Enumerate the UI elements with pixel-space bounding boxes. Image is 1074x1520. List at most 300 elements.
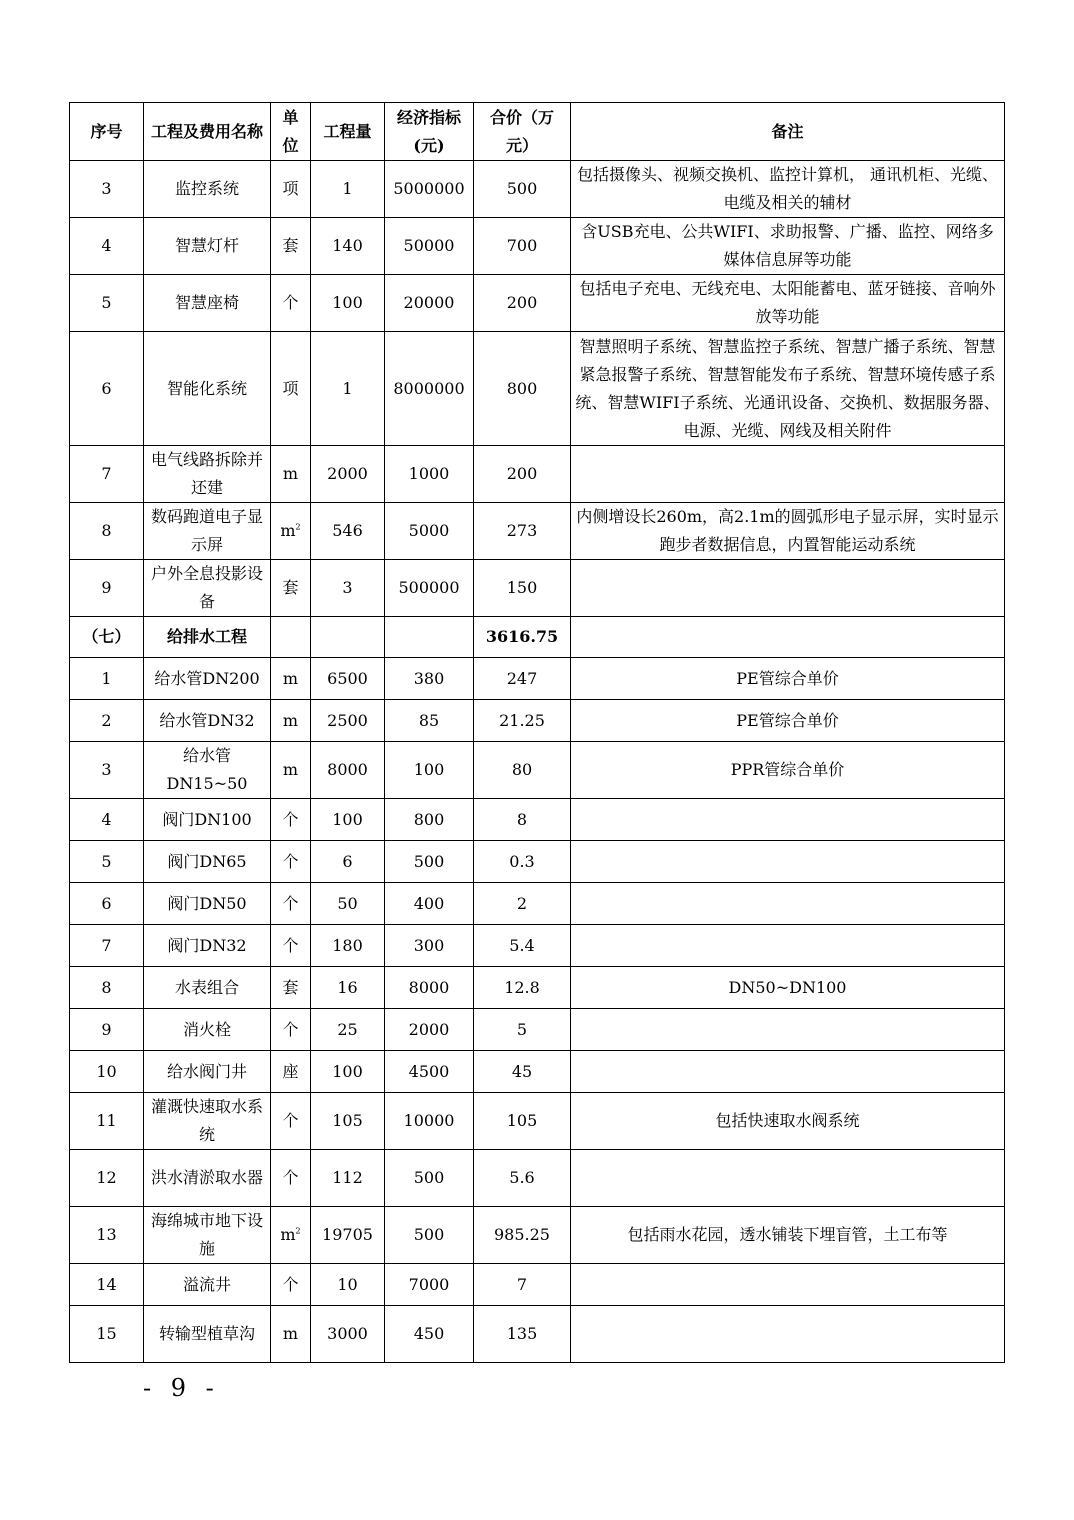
cell-seq-text: 14 [96, 1274, 117, 1294]
table-row [70, 218, 1005, 275]
budget-table [69, 102, 1005, 1363]
cell-total [474, 1009, 571, 1051]
cell-name-text: 给水阀门井 [166, 1061, 247, 1081]
cell-qty [311, 700, 385, 742]
cell-seq-text: 1 [101, 668, 112, 688]
cell-name-text: 阀门DN50 [167, 893, 247, 913]
cell-total [474, 503, 571, 560]
cell-qty-text: 3 [342, 578, 353, 597]
cell-total-text: 7 [516, 1274, 528, 1294]
cell-remark-text: PE管综合单价 [736, 668, 839, 688]
cell-total [474, 883, 571, 925]
table-row [70, 883, 1005, 925]
cell-index [385, 446, 474, 503]
cell-total-text: 150 [506, 578, 538, 597]
cell-seq [70, 446, 144, 503]
cell-seq-text: 9 [101, 1019, 112, 1039]
cell-remark [571, 1051, 1005, 1093]
cell-name [144, 841, 271, 883]
cell-name [144, 560, 271, 617]
cell-qty-text: 112 [332, 1168, 363, 1187]
cell-index-text: 50000 [403, 236, 455, 255]
cell-unit-text: m [280, 521, 296, 540]
cell-qty-text: 1 [342, 179, 353, 198]
cell-unit-text: 个 [282, 893, 299, 913]
cell-total-text: 80 [511, 760, 533, 779]
cell-unit [271, 275, 311, 332]
cell-total-text: 247 [506, 668, 538, 688]
cell-index-text: 500000 [398, 578, 460, 597]
cell-unit [271, 332, 311, 446]
cell-total [474, 700, 571, 742]
cell-unit-text: m [282, 760, 299, 779]
cell-seq-text: 3 [101, 179, 112, 198]
cell-index-text: 500 [413, 1168, 445, 1187]
cell-total-text: 200 [506, 293, 538, 312]
table-row [70, 503, 1005, 560]
cell-total-text: 273 [506, 521, 538, 540]
cell-name [144, 503, 271, 560]
cell-unit [271, 967, 311, 1009]
table-row [70, 560, 1005, 617]
cell-unit-text: 套 [282, 236, 299, 255]
cell-unit [271, 1306, 311, 1363]
cell-remark [571, 967, 1005, 1009]
cell-qty [311, 658, 385, 700]
cell-qty [311, 1150, 385, 1207]
cell-unit-text: 个 [282, 1019, 299, 1039]
cell-qty [311, 218, 385, 275]
cell-name [144, 1264, 271, 1306]
cell-seq [70, 1207, 144, 1264]
cell-total-text: 5 [516, 1019, 528, 1039]
table-row [70, 700, 1005, 742]
header-unit: 单位 [271, 103, 311, 161]
cell-unit-text: 个 [282, 293, 299, 312]
cell-remark [571, 1264, 1005, 1306]
cell-unit [271, 617, 311, 658]
cell-unit-text: 个 [282, 851, 299, 871]
cell-unit [271, 503, 311, 560]
cell-unit [271, 1150, 311, 1207]
cell-unit [271, 742, 311, 799]
cell-remark-text: 包括雨水花园，透水铺装下埋盲管，土工布等 [627, 1225, 948, 1244]
cell-seq [70, 617, 144, 658]
cell-name [144, 275, 271, 332]
cell-name [144, 1150, 271, 1207]
header-seq: 序号 [70, 103, 144, 161]
cell-name-text: 转输型植草沟 [158, 1324, 255, 1343]
cell-remark-text: DN50~DN100 [728, 977, 847, 997]
cell-unit [271, 883, 311, 925]
cell-total [474, 446, 571, 503]
table-row [70, 1093, 1005, 1150]
cell-unit-text: 个 [282, 809, 299, 829]
cell-index-text: 800 [413, 809, 445, 829]
cell-index-text: 500 [413, 1225, 445, 1244]
cell-qty-text: 16 [337, 977, 358, 997]
cell-unit [271, 560, 311, 617]
cell-seq-text: 4 [101, 809, 112, 829]
cell-seq-text: 11 [96, 1111, 117, 1130]
table-row [70, 658, 1005, 700]
cell-seq-text: 15 [96, 1324, 117, 1343]
cell-index [385, 617, 474, 658]
cell-total-text: 200 [506, 464, 538, 483]
table-row [70, 161, 1005, 218]
cell-name [144, 161, 271, 218]
cell-total-text: 800 [506, 378, 538, 398]
cell-qty-text: 100 [332, 293, 363, 312]
cell-qty [311, 1051, 385, 1093]
cell-unit [271, 658, 311, 700]
cell-remark [571, 332, 1005, 446]
cell-index-text: 450 [413, 1324, 445, 1343]
cell-unit-text: m [282, 710, 299, 730]
cell-remark-text: 包括快速取水阀系统 [715, 1111, 860, 1130]
cell-qty-text: 105 [332, 1111, 363, 1130]
cell-qty-text: 2000 [327, 464, 368, 483]
cell-total-text: 12.8 [504, 977, 540, 997]
cell-remark [571, 799, 1005, 841]
cell-index-text: 10000 [403, 1111, 455, 1130]
cell-unit [271, 1207, 311, 1264]
cell-qty [311, 617, 385, 658]
cell-index [385, 1051, 474, 1093]
cell-total [474, 967, 571, 1009]
cell-total-text: 500 [506, 179, 538, 198]
cell-index [385, 275, 474, 332]
table-row [70, 1207, 1005, 1264]
cell-name-text: 智慧座椅 [174, 293, 239, 312]
cell-unit-text: m [282, 668, 299, 688]
cell-index [385, 1207, 474, 1264]
cell-name [144, 1306, 271, 1363]
cell-remark [571, 658, 1005, 700]
cell-qty [311, 332, 385, 446]
cell-total-text: 8 [516, 809, 528, 829]
cell-seq [70, 1264, 144, 1306]
cell-unit [271, 446, 311, 503]
cell-name [144, 617, 271, 658]
cell-index-text: 5000000 [393, 179, 465, 198]
cell-index-text: 8000000 [393, 378, 465, 398]
cell-remark [571, 1093, 1005, 1150]
cell-unit-text: 套 [282, 977, 299, 997]
table-row [70, 446, 1005, 503]
cell-name-text: 给水管DN200 [154, 668, 260, 688]
cell-total-text: 985.25 [494, 1225, 550, 1244]
cell-qty-text: 1 [342, 378, 353, 398]
cell-remark-text: PPR管综合单价 [730, 760, 845, 779]
cell-total [474, 560, 571, 617]
cell-qty [311, 275, 385, 332]
cell-unit [271, 1051, 311, 1093]
cell-seq [70, 218, 144, 275]
cell-qty [311, 560, 385, 617]
cell-seq [70, 1150, 144, 1207]
table-row [70, 1009, 1005, 1051]
cell-seq [70, 700, 144, 742]
cell-remark-text: 智慧照明子系统、智慧监控子系统、智慧广播子系统、智慧紧急报警子系统、智慧智能发布子系统、智慧环境传感子系统、智慧WIFI子系统、光通讯设备、交换机、数据服务器、电源、光缆、网线及相关附件 [575, 336, 1000, 440]
cell-seq-text: （七） [82, 627, 131, 646]
cell-remark [571, 841, 1005, 883]
cell-seq-text: 6 [101, 378, 112, 398]
cell-qty [311, 161, 385, 218]
cell-qty-text: 19705 [322, 1225, 373, 1244]
cell-qty-text: 2500 [327, 710, 368, 730]
cell-unit-text: 个 [282, 1274, 299, 1294]
cell-qty [311, 1207, 385, 1264]
cell-unit [271, 700, 311, 742]
cell-index-text: 8000 [408, 977, 450, 997]
header-qty: 工程量 [311, 103, 385, 161]
cell-unit-text: 项 [282, 179, 299, 198]
cell-name [144, 332, 271, 446]
cell-index [385, 1093, 474, 1150]
page-number: - 9 - [143, 1374, 220, 1402]
cell-remark [571, 883, 1005, 925]
cell-index-text: 500 [413, 851, 445, 871]
cell-total [474, 658, 571, 700]
cell-name-text: 电气线路拆除并还建 [150, 450, 263, 497]
cell-qty-text: 50 [337, 893, 358, 913]
cell-unit-text: 项 [282, 378, 299, 398]
table-row [70, 799, 1005, 841]
cell-qty [311, 967, 385, 1009]
cell-name [144, 1207, 271, 1264]
cell-index [385, 332, 474, 446]
cell-name-text: 溢流井 [182, 1274, 231, 1294]
cell-index [385, 883, 474, 925]
cell-name-text: 阀门DN65 [167, 851, 247, 871]
cell-index [385, 1306, 474, 1363]
cell-seq [70, 967, 144, 1009]
cell-qty [311, 841, 385, 883]
cell-qty-text: 25 [337, 1019, 358, 1039]
cell-total [474, 1150, 571, 1207]
cell-unit-text: m [282, 1324, 299, 1343]
cell-qty [311, 446, 385, 503]
cell-remark [571, 700, 1005, 742]
table-row [70, 742, 1005, 799]
cell-name [144, 658, 271, 700]
cell-total-text: 5.6 [509, 1168, 535, 1187]
cell-unit-text: 座 [282, 1061, 299, 1081]
cell-seq [70, 841, 144, 883]
table-row [70, 841, 1005, 883]
cell-seq [70, 1009, 144, 1051]
table-row [70, 617, 1005, 658]
cell-total [474, 161, 571, 218]
cell-seq [70, 883, 144, 925]
cell-name-text: 消火栓 [182, 1019, 231, 1039]
cell-remark [571, 446, 1005, 503]
cell-name [144, 925, 271, 967]
cell-seq [70, 742, 144, 799]
cell-index [385, 560, 474, 617]
table-row [70, 332, 1005, 446]
table-body [70, 161, 1005, 1363]
cell-name-text: 阀门DN100 [162, 809, 252, 829]
cell-seq [70, 1306, 144, 1363]
cell-index [385, 218, 474, 275]
cell-seq [70, 658, 144, 700]
cell-name-text: 智能化系统 [166, 378, 247, 398]
cell-remark [571, 925, 1005, 967]
cell-index-text: 5000 [408, 521, 450, 540]
cell-index-text: 400 [413, 893, 445, 913]
cell-total-text: 2 [516, 893, 528, 913]
cell-seq [70, 332, 144, 446]
cell-total-text: 0.3 [509, 851, 535, 871]
cell-remark [571, 1009, 1005, 1051]
cell-total [474, 218, 571, 275]
cell-name [144, 799, 271, 841]
cell-qty-text: 10 [337, 1274, 358, 1294]
cell-name-text: 洪水清淤取水器 [150, 1168, 263, 1187]
cell-qty-text: 8000 [327, 760, 368, 779]
cell-qty-text: 100 [332, 809, 363, 829]
cell-remark [571, 617, 1005, 658]
cell-name [144, 742, 271, 799]
cell-qty [311, 883, 385, 925]
cell-index-text: 300 [413, 935, 445, 955]
cell-index [385, 742, 474, 799]
cell-index [385, 1009, 474, 1051]
cell-total [474, 925, 571, 967]
cell-index [385, 1264, 474, 1306]
cell-seq [70, 275, 144, 332]
cell-index-text: 100 [413, 760, 445, 779]
cell-remark [571, 1207, 1005, 1264]
cell-seq-text: 6 [101, 893, 112, 913]
table-row [70, 967, 1005, 1009]
cell-seq [70, 161, 144, 218]
cell-unit-text: 个 [282, 1168, 299, 1187]
table-row [70, 1306, 1005, 1363]
cell-name-text: 灌溉快速取水系统 [150, 1097, 263, 1144]
cell-seq-text: 7 [101, 935, 112, 955]
cell-name-text: 数码跑道电子显示屏 [150, 507, 263, 554]
cell-unit [271, 161, 311, 218]
cell-total [474, 1264, 571, 1306]
cell-total [474, 1207, 571, 1264]
cell-qty-text: 3000 [327, 1324, 368, 1343]
cell-total [474, 1306, 571, 1363]
cell-index-text: 85 [418, 710, 440, 730]
cell-total [474, 332, 571, 446]
cell-total [474, 1093, 571, 1150]
cell-unit-text: m [282, 464, 299, 483]
cell-qty [311, 1306, 385, 1363]
cell-index [385, 161, 474, 218]
cell-remark-text: 含USB充电、公共WIFI、求助报警、广播、监控、网络多媒体信息屏等功能 [581, 222, 994, 269]
cell-unit [271, 841, 311, 883]
table-row [70, 1264, 1005, 1306]
cell-seq-text: 8 [101, 977, 112, 997]
cell-remark [571, 1150, 1005, 1207]
cell-remark [571, 503, 1005, 560]
cell-unit [271, 799, 311, 841]
cell-index [385, 799, 474, 841]
cell-unit [271, 1264, 311, 1306]
cell-index-text: 20000 [403, 293, 455, 312]
cell-qty-text: 100 [332, 1061, 363, 1081]
header-row [70, 103, 1005, 161]
cell-name [144, 1009, 271, 1051]
cell-total [474, 1051, 571, 1093]
cell-seq [70, 560, 144, 617]
cell-name [144, 883, 271, 925]
cell-total [474, 799, 571, 841]
cell-remark [571, 742, 1005, 799]
cell-remark-text: 内侧增设长260m，高2.1m的圆弧形电子显示屏，实时显示跑步者数据信息，内置智能运动系统 [576, 507, 999, 554]
cell-unit-text: 个 [282, 935, 299, 955]
cell-name-text: 水表组合 [174, 977, 239, 997]
cell-total-text: 105 [506, 1111, 538, 1130]
cell-name-text: 智慧灯杆 [174, 236, 239, 255]
cell-qty [311, 1093, 385, 1150]
unit-superscript: 2 [295, 1226, 301, 1236]
cell-name-text: 户外全息投影设备 [150, 564, 263, 611]
cell-seq [70, 799, 144, 841]
cell-name [144, 700, 271, 742]
cell-seq-text: 5 [101, 293, 112, 312]
cell-seq-text: 13 [96, 1225, 117, 1244]
cell-name [144, 967, 271, 1009]
cell-total [474, 841, 571, 883]
cell-seq-text: 10 [96, 1061, 117, 1081]
cell-seq-text: 8 [101, 521, 112, 540]
cell-seq [70, 503, 144, 560]
cell-seq-text: 4 [101, 236, 112, 255]
cell-total-text: 21.25 [499, 710, 545, 730]
cell-unit-text: 个 [282, 1111, 299, 1130]
cell-index [385, 925, 474, 967]
cell-name-text: 给水管DN15~50 [166, 746, 248, 793]
cell-total-text: 3616.75 [485, 627, 559, 646]
cell-seq-text: 2 [101, 710, 112, 730]
cell-qty-text: 546 [332, 521, 363, 540]
cell-name-text: 监控系统 [174, 179, 239, 198]
cell-remark [571, 218, 1005, 275]
cell-qty [311, 503, 385, 560]
cell-remark [571, 1306, 1005, 1363]
cell-remark-text: 包括电子充电、无线充电、太阳能蓄电、蓝牙链接、音响外放等功能 [579, 279, 996, 326]
cell-name [144, 218, 271, 275]
header-name: 工程及费用名称 [144, 103, 271, 161]
cell-name-text: 阀门DN32 [167, 935, 247, 955]
cell-qty-text: 180 [332, 935, 363, 955]
cell-index [385, 841, 474, 883]
cell-unit [271, 925, 311, 967]
cell-remark [571, 275, 1005, 332]
cell-qty-text: 6 [342, 851, 353, 871]
cell-index-text: 4500 [408, 1061, 450, 1081]
cell-qty [311, 1009, 385, 1051]
cell-seq-text: 9 [101, 578, 112, 597]
cell-qty [311, 799, 385, 841]
cell-total [474, 275, 571, 332]
cell-index-text: 7000 [408, 1274, 450, 1294]
cell-name [144, 446, 271, 503]
cell-remark [571, 560, 1005, 617]
cell-remark [571, 161, 1005, 218]
cell-qty [311, 742, 385, 799]
unit-superscript: 2 [295, 522, 301, 532]
table-row [70, 925, 1005, 967]
